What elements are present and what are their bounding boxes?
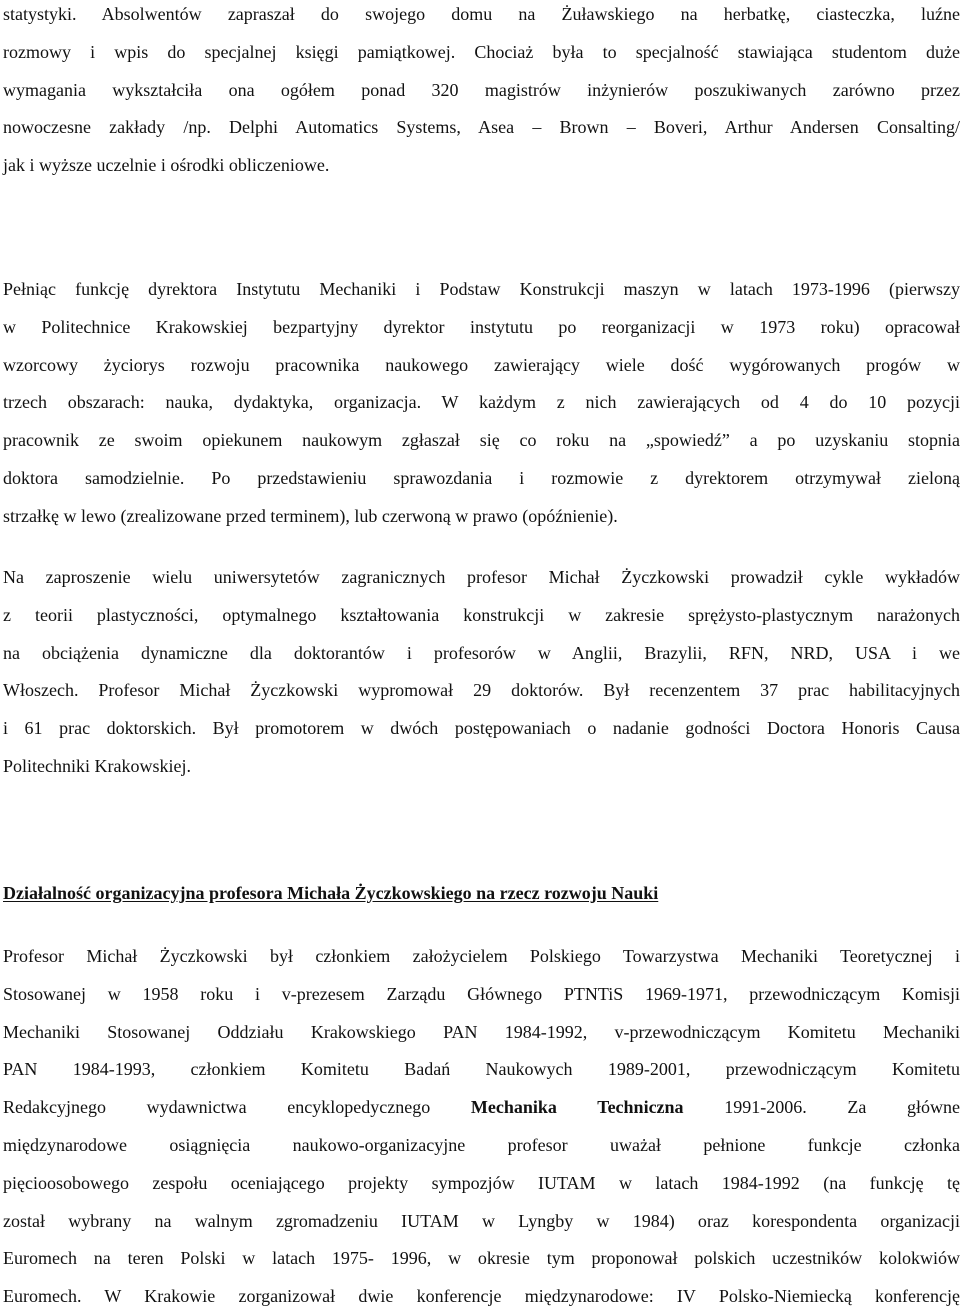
paragraph-dyrektor-instytutu xyxy=(3,271,960,536)
text-line: został wybrany na walnym zgromadzeniu IUTAM w Lyngby w 1984) oraz korespondenta organizacji xyxy=(3,1210,960,1231)
text-line: Mechaniki Stosowanej Oddziału Krakowskiego PAN 1984-1992, v-przewodniczącym Komitetu Mechaniki xyxy=(3,1021,960,1042)
text-line: w Politechnice Krakowskiej bezpartyjny dyrektor instytutu po reorganizacji w 1973 roku) opracował xyxy=(3,316,960,337)
bold-title-mechanika-techniczna: Mechanika Techniczna xyxy=(470,1097,684,1118)
text-line: PAN 1984-1993, członkiem Komitetu Badań Naukowych 1989-2001, przewodniczącym Komitetu xyxy=(3,1059,960,1080)
text-line: statystyki. Absolwentów zapraszał do swojego domu na Żuławskiego na herbatkę, ciasteczka, luźne xyxy=(3,4,960,24)
text-line: trzech obszarach: nauka, dydaktyka, organizacja. W każdym z nich zawierających od 4 do 10 pozycji xyxy=(3,392,960,413)
text-line: wzorcowy życiorys rozwoju pracownika naukowego zawierający wiele dość wygórowanych progów w xyxy=(3,354,960,375)
text-line: i 61 prac doktorskich. Był promotorem w dwóch postępowaniach o nadanie godności Doctora Honoris Causa xyxy=(3,718,960,739)
text-line: Euromech na teren Polski w latach 1975- 1996, w okresie tym proponował polskich uczestników kolokwiów xyxy=(3,1248,960,1269)
section-heading: Działalność organizacyjna profesora Michała Życzkowskiego na rzecz rozwoju Nauki xyxy=(3,883,659,903)
text-line: Politechniki Krakowskiej. xyxy=(3,755,191,776)
text-line: z teorii plastyczności, optymalnego kształtowania konstrukcji w zakresie sprężysto-plastycznym narażonych xyxy=(3,604,960,625)
text-line: pracownik ze swoim opiekunem naukowym zgłaszał się co roku na „spowiedź” a po uzyskaniu stopnia xyxy=(3,430,960,451)
text-line: Euromech. W Krakowie zorganizował dwie konferencje międzynarodowe: IV Polsko-Niemiecką konferencję xyxy=(3,1286,960,1307)
text-line: wymagania wykształciła ona ogółem ponad 320 magistrów inżynierów poszukiwanych zarówno przez xyxy=(3,79,960,100)
text-line: Pełniąc funkcję dyrektora Instytutu Mechaniki i Podstaw Konstrukcji maszyn w latach 1973-1996 (pierwszy xyxy=(3,279,960,299)
paragraph-dzialalnosc-organizacyjna xyxy=(3,938,960,1316)
paragraph-wyklady-zagraniczne xyxy=(3,559,960,786)
text-line: Profesor Michał Życzkowski był członkiem założycielem Polskiego Towarzystwa Mechaniki Teoretycznej i xyxy=(3,946,960,966)
text-line: Włoszech. Profesor Michał Życzkowski wypromował 29 doktorów. Był recenzentem 37 prac habilitacyjnych xyxy=(3,680,960,701)
text-line: doktora samodzielnie. Po przedstawieniu sprawozdania i rozmowie z dyrektorem otrzymywał zieloną xyxy=(3,467,960,488)
text-line xyxy=(3,1089,960,1127)
text-line: pięcioosobowego zespołu oceniającego projekty sympozjów IUTAM w latach 1984-1992 (na funkcję tę xyxy=(3,1172,960,1193)
text-line: międzynarodowe osiągnięcia naukowo-organizacyjne profesor uważał pełnione funkcje członka xyxy=(3,1134,960,1155)
text-line: nowoczesne zakłady /np. Delphi Automatics Systems, Asea – Brown – Boveri, Arthur Andersen Consalting/ xyxy=(3,117,960,138)
text-segment: 1991-2006. Za główne xyxy=(724,1097,960,1118)
text-line: strzałkę w lewo (zrealizowane przed terminem), lub czerwoną w prawo (opóźnienie). xyxy=(3,505,618,526)
text-line: na obciążenia dynamiczne dla doktorantów i profesorów w Anglii, Brazylii, RFN, NRD, USA i we xyxy=(3,642,960,663)
text-line: Stosowanej w 1958 roku i v-prezesem Zarządu Głównego PTNTiS 1969-1971, przewodniczącym Komisji xyxy=(3,983,960,1004)
text-line: rozmowy i wpis do specjalnej księgi pamiątkowej. Chociaż była to specjalność stawiająca studentom duże xyxy=(3,41,960,62)
text-line: jak i wyższe uczelnie i ośrodki obliczeniowe. xyxy=(3,155,330,176)
paragraph-absolwenci xyxy=(3,0,960,185)
text-segment: Redakcyjnego wydawnictwa encyklopedycznego xyxy=(3,1097,431,1118)
text-line: Na zaproszenie wielu uniwersytetów zagranicznych profesor Michał Życzkowski prowadził cykle wykładów xyxy=(3,567,960,587)
